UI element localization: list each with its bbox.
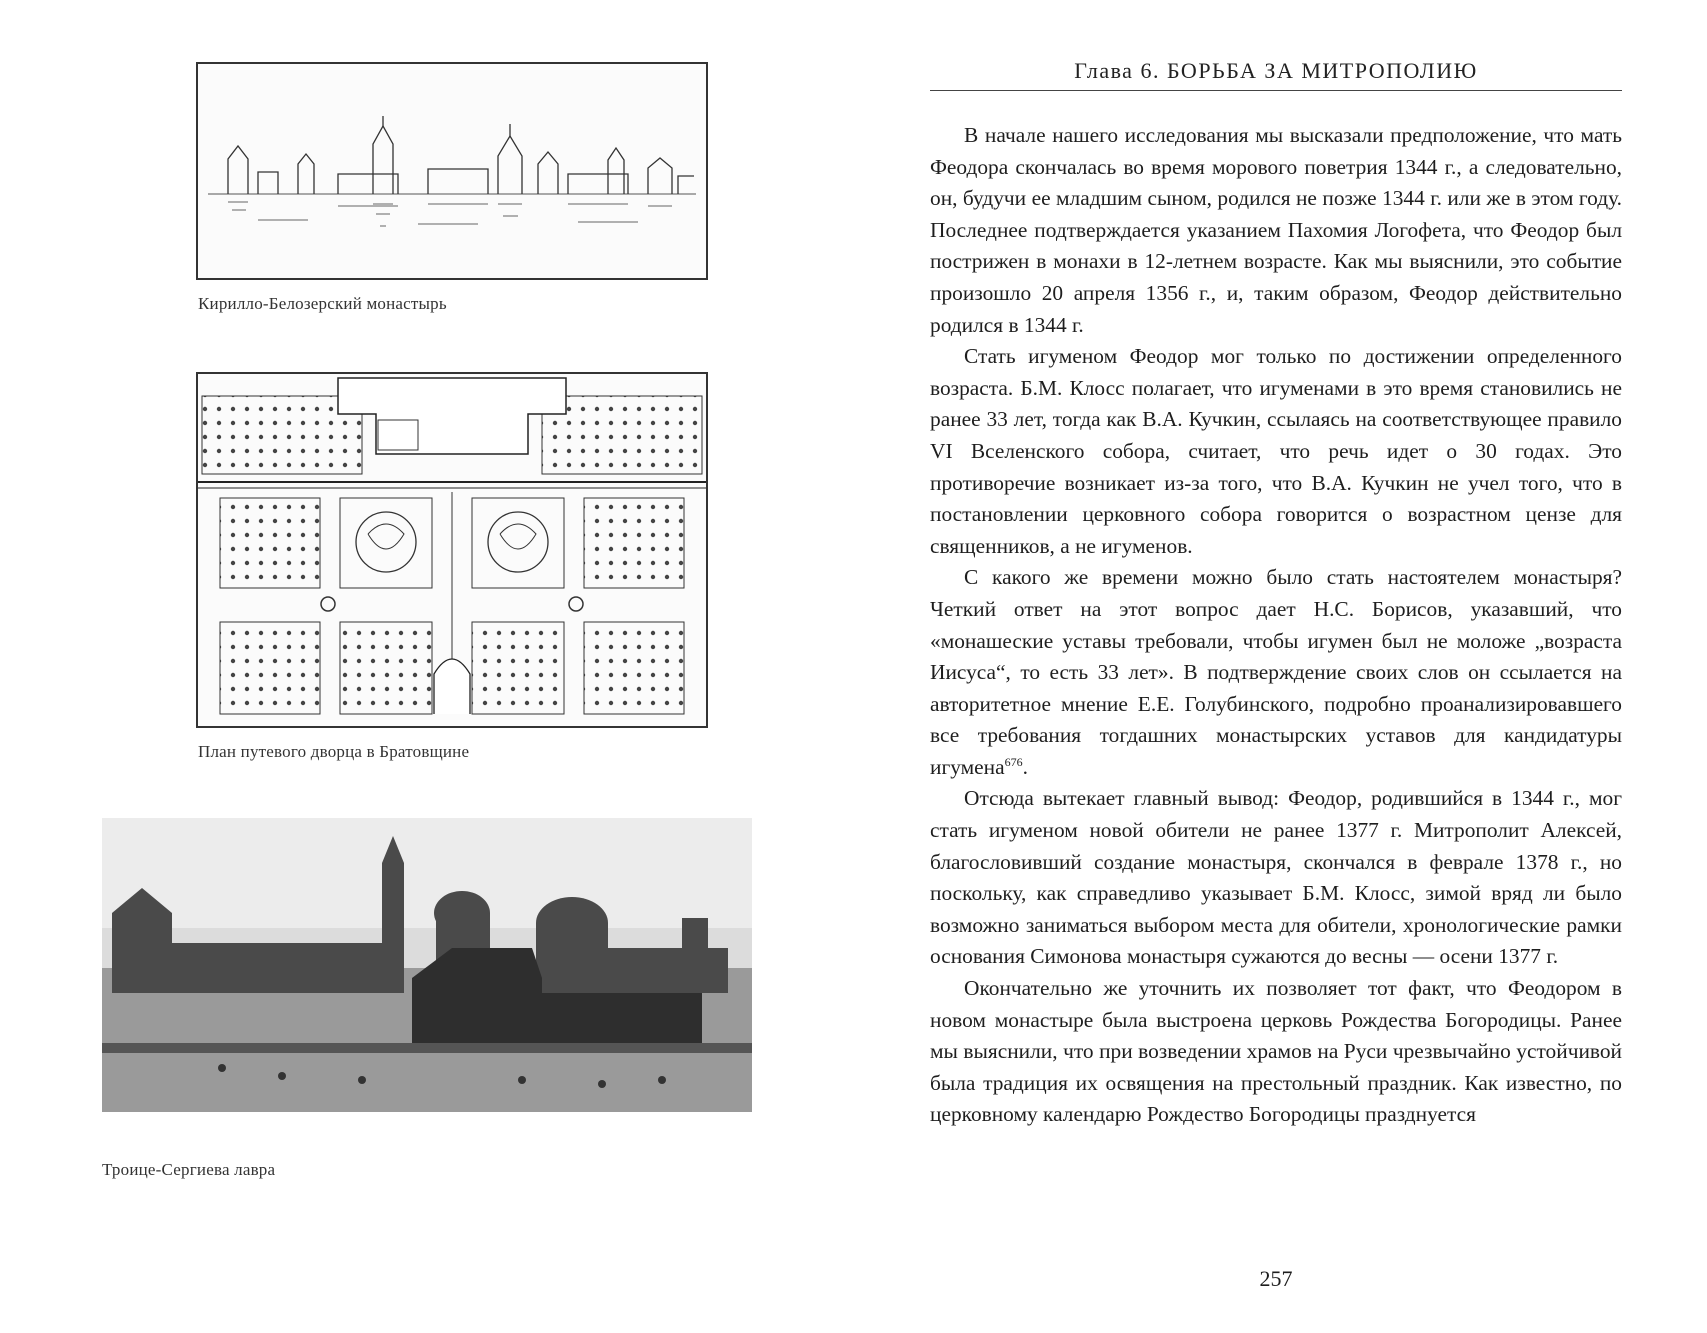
monastery-lakeside-drawing-icon: [198, 64, 706, 278]
figure-caption: Кирилло-Белозерский монастырь: [198, 294, 447, 313]
paragraph-text: С какого же времени можно было стать настоятелем монастыря? Четкий ответ на этот вопрос дает Н.С. Борисов, указавший, что «монашеские уставы требовали, чтобы игумен был не моложе „возраста Иисуса“, то есть 33 лет». В подтверждение своих слов он ссылается на авторитетное мнение Е.Е. Голубинского, подробно проанализировавшего все требования тогдашних монастырских уставов для кандидатуры игумена: [930, 565, 1622, 779]
paragraph: Окончательно же уточнить их позволяет тот факт, что Феодором в новом монастыре была выстроена церковь Рождества Богородицы. Ранее мы выяснили, что при возведении храмов на Руси чрезвычайно устойчивой была традиция их освящения на престольный праздник. Как известно, по церковному календарю Рождество Богородицы празднуется: [930, 976, 1622, 1127]
paragraph-tail: .: [1022, 754, 1028, 779]
footnote-reference: 676: [1004, 754, 1023, 769]
body-text: [930, 120, 1622, 1131]
figure-caption: План путевого дворца в Братовщине: [198, 742, 470, 761]
paragraph: Стать игуменом Феодор мог только по достижении определенного возраста. Б.М. Клосс полагает, что игуменами в это время становились не ранее 33 лет, тогда как В.А. Кучкин, ссылаясь на соответствующее правило VI Вселенского собора, считает, что речь идет о 30 годах. Это противоречие возникает из-за того, что В.А. Кучкин не учел того, что в постановлении церковного собора говорится о возрастном цензе для священников, а не игуменов.: [930, 344, 1622, 558]
palace-garden-plan-icon: [198, 374, 706, 726]
figure-caption: Троице-Сергиева лавра: [102, 1160, 276, 1179]
right-page: [850, 0, 1707, 1333]
left-page: [0, 0, 850, 1333]
paragraph: Отсюда вытекает главный вывод: Феодор, родившийся в 1344 г., мог стать игуменом новой обители не ранее 1377 г. Митрополит Алексей, благословивший создание монастыря, скончался в феврале 1378 г., но поскольку, как справедливо указывает Б.М. Клосс, зимой вряд ли было возможно заниматься выбором места для обители, хронологические рамки основания Симонова монастыря сужаются до весны — осени 1377 г.: [930, 786, 1622, 969]
figure-palace-plan: [196, 372, 708, 728]
figure-kirillo-belozersky: [196, 62, 708, 280]
paragraph: В начале нашего исследования мы высказали предположение, что мать Феодора скончалась во время морового поветрия 1344 г., а следовательно, он, будучи ее младшим сыном, родился не позже 1344 г. или же в этом году. Последнее подтверждается указанием Пахомия Логофета, что Феодор был пострижен в монахи в 12-летнем возрасте. Как мы выяснили, это событие произошло 20 апреля 1356 г., и, таким образом, Феодор действительно родился в 1344 г.: [930, 123, 1622, 337]
running-head: Глава 6. БОРЬБА ЗА МИТРОПОЛИЮ: [1074, 58, 1478, 83]
header-rule: [930, 90, 1622, 91]
page-number: 257: [1259, 1266, 1293, 1291]
lavra-engraving-icon: [102, 818, 752, 1112]
paragraph: [930, 562, 1622, 783]
figure-trinity-lavra: [102, 818, 752, 1112]
